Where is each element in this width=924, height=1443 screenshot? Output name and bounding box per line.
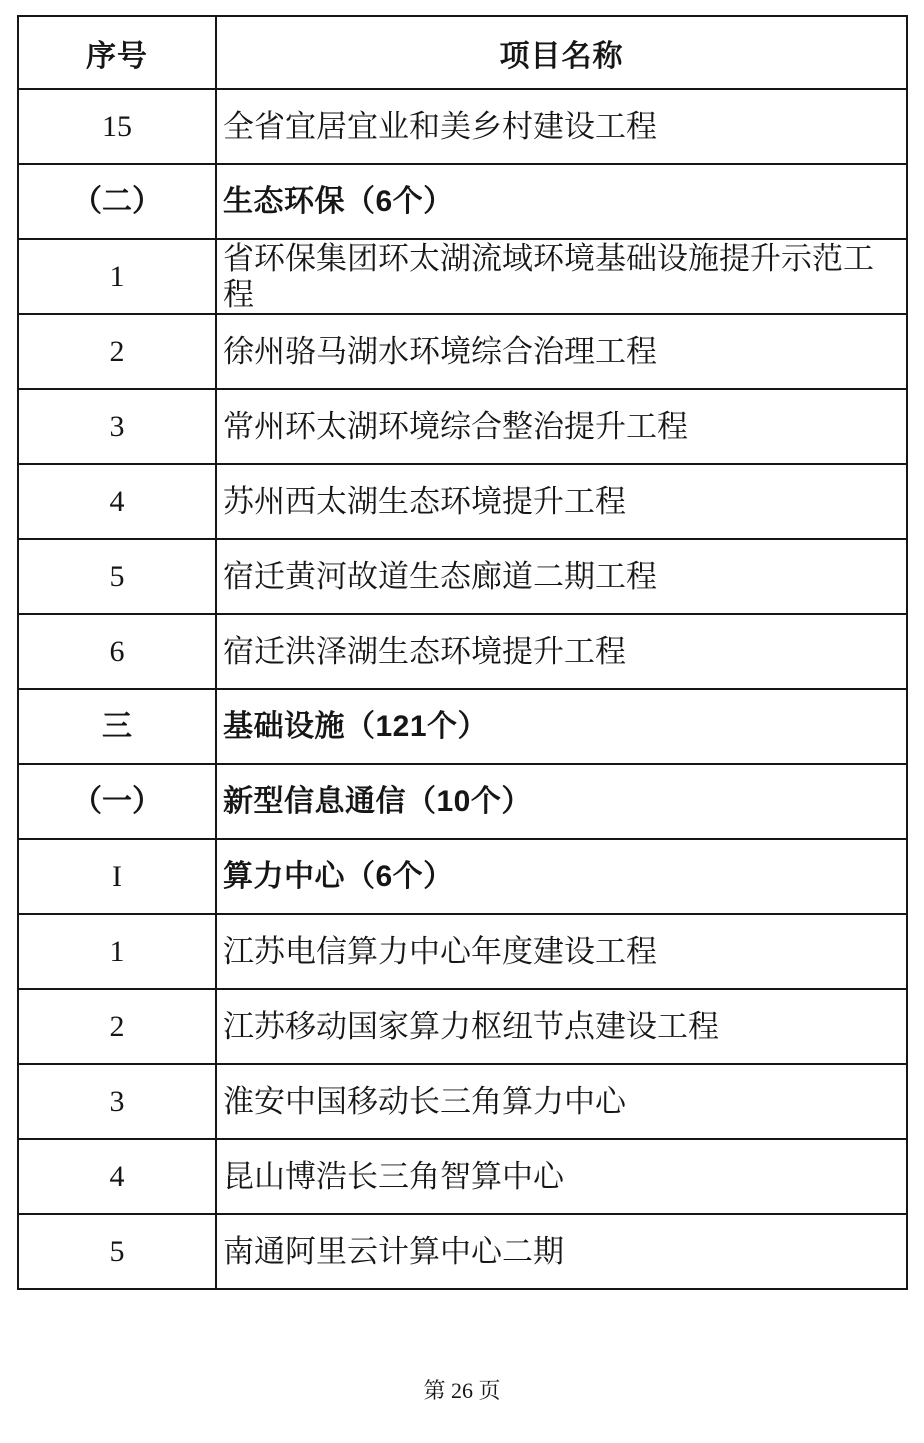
project-table (17, 15, 908, 1290)
column-header-serial: 序号 (18, 16, 216, 89)
table-header (18, 16, 907, 89)
table-row (18, 539, 907, 614)
project-name-cell: 苏州西太湖生态环境提升工程 (216, 464, 907, 539)
serial-cell: 3 (18, 1064, 216, 1139)
project-name-cell: 淮安中国移动长三角算力中心 (216, 1064, 907, 1139)
serial-cell: 1 (18, 914, 216, 989)
table-row (18, 89, 907, 164)
project-name-cell: 昆山博浩长三角智算中心 (216, 1139, 907, 1214)
table-row (18, 689, 907, 764)
project-name-cell: 算力中心（6个） (216, 839, 907, 914)
table-body (18, 89, 907, 1289)
serial-cell: 2 (18, 989, 216, 1064)
serial-cell: 4 (18, 464, 216, 539)
page-number-footer: 第 26 页 (423, 1378, 501, 1403)
table-row (18, 239, 907, 314)
serial-cell: 1 (18, 239, 216, 314)
table-row (18, 989, 907, 1064)
table-row (18, 914, 907, 989)
project-name-cell: 徐州骆马湖水环境综合治理工程 (216, 314, 907, 389)
serial-cell: （一） (18, 764, 216, 839)
serial-cell: 15 (18, 89, 216, 164)
serial-cell: （二） (18, 164, 216, 239)
project-name-cell: 常州环太湖环境综合整治提升工程 (216, 389, 907, 464)
header-row (18, 16, 907, 89)
serial-cell: 6 (18, 614, 216, 689)
table-row (18, 1214, 907, 1289)
table-row (18, 389, 907, 464)
serial-cell: 2 (18, 314, 216, 389)
serial-cell: I (18, 839, 216, 914)
project-name-cell: 宿迁黄河故道生态廊道二期工程 (216, 539, 907, 614)
serial-cell: 5 (18, 539, 216, 614)
serial-cell: 5 (18, 1214, 216, 1289)
serial-cell: 三 (18, 689, 216, 764)
project-name-cell: 南通阿里云计算中心二期 (216, 1214, 907, 1289)
table-row (18, 839, 907, 914)
table-row (18, 614, 907, 689)
table-row (18, 1064, 907, 1139)
project-name-cell: 全省宜居宜业和美乡村建设工程 (216, 89, 907, 164)
project-name-cell: 江苏移动国家算力枢纽节点建设工程 (216, 989, 907, 1064)
table-row (18, 314, 907, 389)
project-name-cell: 基础设施（121个） (216, 689, 907, 764)
table-row (18, 464, 907, 539)
project-name-cell: 宿迁洪泽湖生态环境提升工程 (216, 614, 907, 689)
serial-cell: 3 (18, 389, 216, 464)
project-name-cell: 生态环保（6个） (216, 164, 907, 239)
project-name-cell: 新型信息通信（10个） (216, 764, 907, 839)
column-header-project-name: 项目名称 (216, 16, 907, 89)
project-name-cell: 省环保集团环太湖流域环境基础设施提升示范工程 (216, 239, 907, 314)
serial-cell: 4 (18, 1139, 216, 1214)
table-row (18, 1139, 907, 1214)
project-name-cell: 江苏电信算力中心年度建设工程 (216, 914, 907, 989)
table-row (18, 764, 907, 839)
table-row (18, 164, 907, 239)
